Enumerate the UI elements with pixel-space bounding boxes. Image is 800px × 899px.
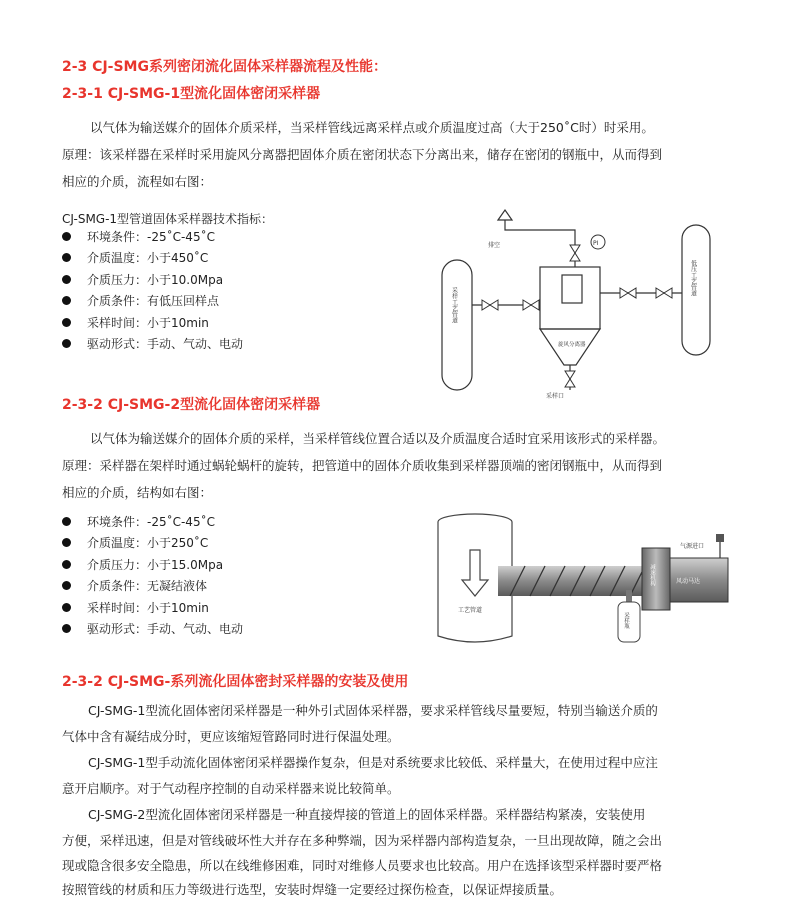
paragraph-line: 意开启顺序。对于气动程序控制的自动采样器来说比较简单。 [62,781,400,796]
right-pipe-label: 低压工艺管道 [689,260,697,296]
paragraph-line: 气体中含有凝结成分时，更应该缩短管路同时进行保温处理。 [62,729,400,744]
bullet-icon [62,624,71,633]
valve-icon [523,300,539,310]
bullet-icon [62,275,71,284]
smg2-structure-diagram [430,508,750,650]
bullet-icon [62,232,71,241]
spec-list-smg1 [62,227,243,355]
air-inlet-label: 气源进口 [680,543,705,550]
bottle-label: 采样瓶 [623,612,629,629]
bullet-icon [62,560,71,569]
bullet-icon [62,538,71,547]
bullet-icon [62,339,71,348]
bullet-icon [62,318,71,327]
paragraph-line: 原理：采样器在架样时通过蜗轮蜗杆的旋转，把管道中的固体介质收集到采样器顶端的密闭钢瓶中，从而得到 [62,458,663,473]
sample-bottle [618,602,640,642]
spec-item: 介质压力：小于15.0Mpa [62,555,243,576]
bullet-icon [62,296,71,305]
valve-icon [482,300,498,310]
subsection-title-smg2: 2-3-2 CJ-SMG-2型流化固体密闭采样器 [62,397,321,413]
spec-item: 介质温度：小于450˚C [62,248,243,269]
spec-list-smg2 [62,512,243,640]
spec-item: 采样时间：小于10min [62,313,243,334]
motor-label: 风动马达 [676,578,701,585]
bullet-icon [62,253,71,262]
spec-item: 驱动形式：手动、气动、电动 [62,334,243,355]
spec-title: CJ-SMG-1型管道固体采样器技术指标： [62,212,274,226]
left-process-pipe [442,260,472,390]
pi-label: PI [593,240,599,247]
spec-item: 采样时间：小于10min [62,598,243,619]
paragraph-line: 以气体为输送媒介的固体介质的采样，当采样管线位置合适以及介质温度合适时宜采用该形式的采样器。 [90,431,666,446]
paragraph-line: 按照管线的材质和压力等级进行选型，安装时焊缝一定要经过探伤检查，以保证焊接质量。 [62,882,563,897]
spec-item: 介质压力：小于10.0Mpa [62,270,243,291]
cyclone-body [540,267,600,329]
smg1-flow-diagram [430,205,730,405]
bullet-icon [62,603,71,612]
spec-item: 介质条件：有低压回样点 [62,291,243,312]
spec-item: 环境条件：-25˚C-45˚C [62,512,243,533]
valve-icon [620,288,636,298]
spec-item: 介质条件：无凝结液体 [62,576,243,597]
valve-icon [570,245,580,261]
subsection-title-smg1: 2-3-1 CJ-SMG-1型流化固体密闭采样器 [62,86,321,102]
cyclone-label: 旋风分离器 [558,342,586,348]
spec-item: 介质温度：小于250˚C [62,533,243,554]
paragraph-line: 原理：该采样器在采样时采用旋风分离器把固体介质在密闭状态下分离出来，储存在密闭的钢瓶中，从而得到 [62,147,663,162]
subsection-title-install: 2-3-2 CJ-SMG-系列流化固体密封采样器的安装及使用 [62,674,409,690]
bullet-icon [62,581,71,590]
reducer-block [642,548,670,610]
pipe-label: 工艺管道 [458,607,483,614]
paragraph-line: 现或隐含很多安全隐患，所以在线维修困难，同时对维修人员要求也比较高。用户在选择该型采样器时要严格 [62,858,663,873]
spec-item: 环境条件：-25˚C-45˚C [62,227,243,248]
spec-item: 驱动形式：手动、气动、电动 [62,619,243,640]
screw-tube [498,566,648,596]
reducer-label: 减速机构 [649,564,655,586]
paragraph-line: CJ-SMG-2型流化固体密闭采样器是一种直接焊接的管道上的固体采样器。采样器结构紧凑，安装使用 [88,807,646,822]
paragraph-line: 以气体为输送媒介的固体介质采样，当采样管线远离采样点或介质温度过高（大于250˚C时）时采用。 [90,120,654,135]
paragraph-line: 相应的介质，结构如右图： [62,485,213,500]
left-pipe-label: 采样工艺管道 [450,287,458,323]
valve-icon [565,371,575,387]
paragraph-line: CJ-SMG-1型手动流化固体密闭采样器操作复杂，但是对系统要求比较低、采样量大，在使用过程中应注 [88,755,658,770]
vent-label: 排空 [488,242,501,249]
section-title: 2-3 CJ-SMG系列密闭流化固体采样器流程及性能： [62,59,387,75]
paragraph-line: 相应的介质，流程如右图： [62,174,213,189]
paragraph-line: 方便，采样迅速，但是对管线破坏性大并存在多种弊端，因为采样器内部构造复杂，一旦出现故障，随之会出 [62,833,663,848]
outlet-label: 采样口 [546,393,565,400]
bullet-icon [62,517,71,526]
paragraph-line: CJ-SMG-1型流化固体密闭采样器是一种外引式固体采样器，要求采样管线尽量要短，特别当输送介质的 [88,703,658,718]
valve-icon [656,288,672,298]
